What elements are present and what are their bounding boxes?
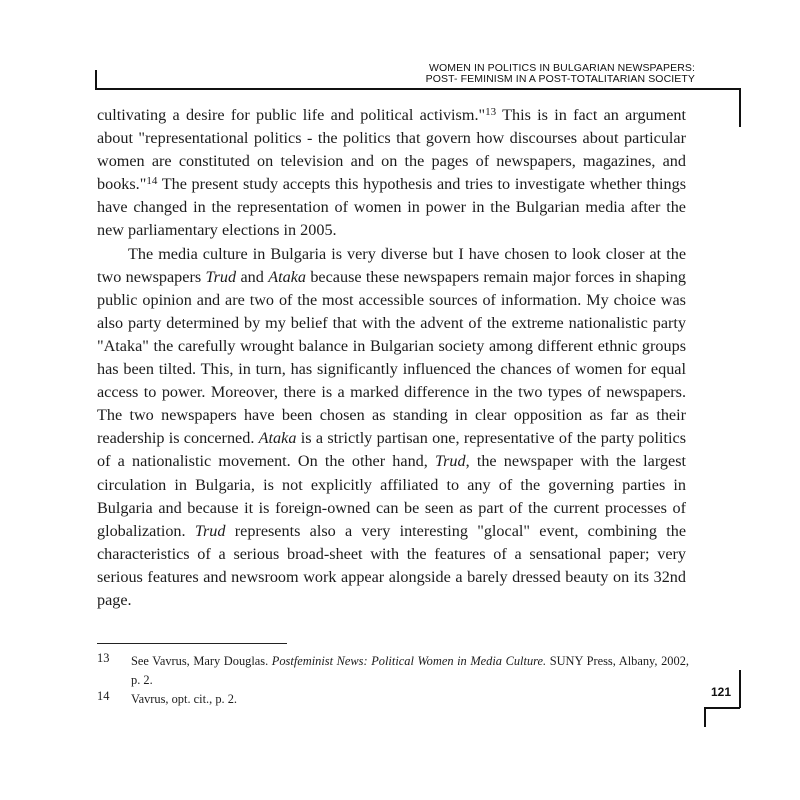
text-run: and [236,267,269,286]
text-run: SUNY Press, Albany, 2002, p. 2. [131,654,689,687]
corner-rule-bottom [704,707,740,709]
newspaper-name-trud: Trud [435,452,466,471]
text-run: This is in fact an argument about "representational politics - the politics that govern how discourses about particular women are constituted on television and on the pages of newspapers, magazines, and books." [97,106,687,194]
text-run: represents also a very interesting "glocal" event, combining the characteristics of a serious broad-sheet with the features of a sensational paper; very serious features and newsroom work appear alongside a barely dressed beauty on its 32nd page. [97,521,686,609]
footnote-text [131,652,689,689]
newspaper-name-trud: Trud [205,267,237,286]
cited-title: Postfeminist News: Political Women in Media Culture. [271,654,547,668]
paragraph-1 [97,104,686,243]
text-run: because these newspapers remain major forces in shaping public opinion and are two of the most accessible sources of information. My choice was also party determined by my belief that with the advent of the extreme nationalistic party "Ataka" the carefully wrought balance in Bulgarian society among different ethnic groups has been tilted. This, in turn, has significantly influenced the chances of women for equal access to power. Moreover, there is a marked difference in the two types of newspapers. The two newspapers have been chosen as standing in clear opposition as far as their readership is concerned. [97,267,687,448]
footnote-number: 13 [97,651,110,665]
page-number-rule-right [739,670,741,708]
running-head [426,63,695,85]
text-run: , the newspaper with the largest circulation in Bulgaria, is not explicitly affiliated to any of the governing parties in Bulgaria and because it is foreign-owned can be seen as part of the current processes of globalization. [97,452,686,540]
footnote-13 [97,652,689,689]
footnote-text [131,690,689,709]
footnote-14 [97,690,689,709]
footnote-number: 14 [97,689,110,703]
paragraph-2 [97,243,686,613]
footnote-separator [97,643,287,644]
page-number: 121 [711,685,732,699]
footnote-ref-14: 14 [146,175,158,188]
text-run: Vavrus, opt. cit., p. 2. [131,692,237,706]
text-run: is a strictly partisan one, representative of the party politics of a nationalistic movement. On the other hand, [97,429,687,471]
header-rule-left-tick [95,70,97,89]
running-head-line-2: POST- FEMINISM IN A POST-TOTALITARIAN SOCIETY [425,73,695,85]
running-head-line-1: WOMEN IN POLITICS IN BULGARIAN NEWSPAPERS: [429,62,695,74]
header-rule-right-tick [739,88,741,127]
newspaper-name-ataka: Ataka [268,267,306,286]
text-run: The media culture in Bulgaria is very diverse but I have chosen to look closer at the two newspapers [97,244,686,286]
footnote-ref-13: 13 [485,106,497,118]
text-run: cultivating a desire for public life and political activism." [97,106,486,124]
text-run: See Vavrus, Mary Douglas. [131,654,272,668]
newspaper-name-trud: Trud [194,521,226,540]
body-text [97,104,686,612]
corner-rule-bottom-tick [704,707,706,727]
header-rule [95,88,740,90]
text-run: The present study accepts this hypothesis and tries to investigate whether things have changed in the representation of women in power in the Bulgarian media after the new parliamentary elections in 2005. [97,175,686,240]
newspaper-name-ataka: Ataka [258,429,297,448]
